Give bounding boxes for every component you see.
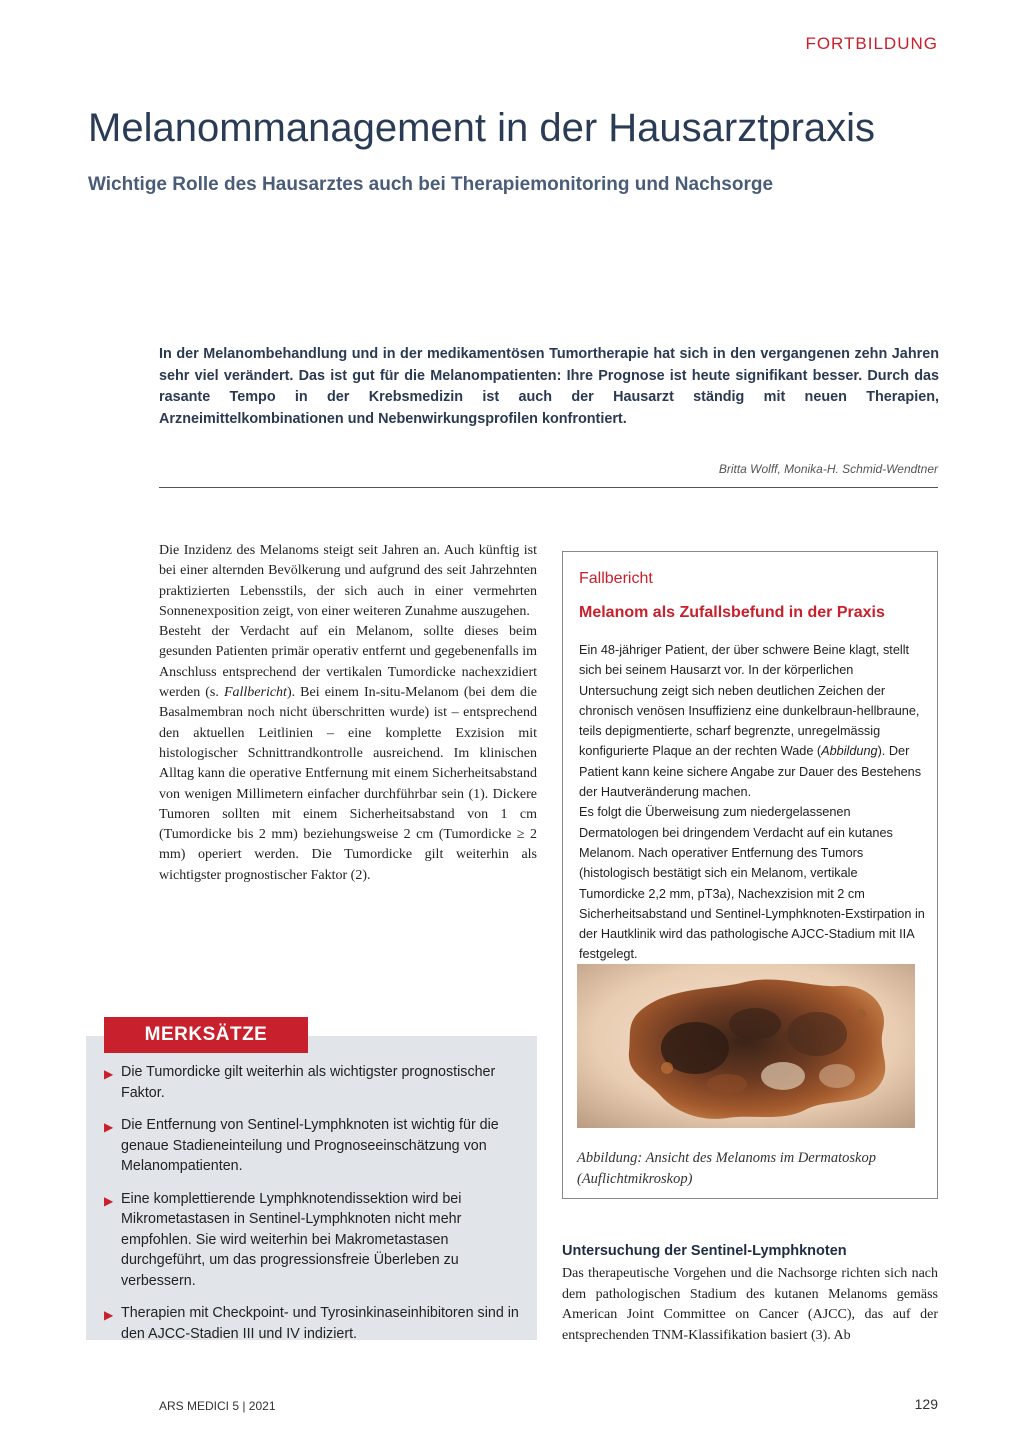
case-report-title: Melanom als Zufallsbefund in der Praxis xyxy=(579,604,885,621)
page-number: 129 xyxy=(914,1396,938,1412)
case-report-box xyxy=(562,551,938,1199)
case-text-part: Ein 48-jähriger Patient, der über schwere Beine klagt, stellt sich bei seinem Hausarzt vor. In der körperlichen Untersuchung zeigt sich neben deutlichen Zeichen der chronisch venösen Insuffizienz eine dunkelbraun-hellbraune, teils depigmentierte, scharf begrenzte, unregelmässig konfigurierte Plaque an der rechten Wade ( xyxy=(579,643,920,759)
article-title: Melanommanagement in der Hausarztpraxis xyxy=(88,106,876,150)
key-points-header: MERKSÄTZE xyxy=(104,1017,308,1053)
body-column-right: Das therapeutische Vorgehen und die Nachsorge richten sich nach dem pathologischen Stadium des kutanen Melanoms gemäss American Joint Committee on Cancer (AJCC), das auf der entsprechenden TNM-Klassifikation basiert (3). Ab xyxy=(562,1266,938,1343)
key-point-text: Die Entfernung von Sentinel-Lymphknoten ist wichtig für die genaue Stadieneinteilung und Prognoseeinschätzung von Melanompatienten. xyxy=(121,1117,499,1174)
body-text: ). Bei einem In-situ-Melanom (bei dem die Basalmembran noch nicht überschritten wurde) ist – entsprechend den aktuellen Leitlinien – eine komplette Exzision mit histologischer Schnittrandkontrolle ausreichend. Im klinischen Alltag kann die operative Entfernung mit einem Sicherheitsabstand von wenigen Millimetern einfacher durchführbar sein (1). Dickere Tumoren sollten mit einem Sicherheitsabstand von 1 cm (Tumordicke bis 2 mm) beziehungsweise 2 cm (Tumordicke ≥ 2 mm) operiert werden. Die Tumordicke gilt weiterhin als wichtigster prognostischer Faktor (2). xyxy=(159,685,538,883)
body-text: Besteht der Verdacht auf ein Melanom, sollte dieses beim gesunden Patienten primär operativ entfernt und gegebenenfalls im Anschluss entsprechend der vertikalen Tumordicke nachexzidiert werden (s. xyxy=(159,624,537,701)
triangle-bullet-icon: ▶ xyxy=(104,1067,114,1081)
case-text-part: ). Der Patient kann keine sichere Angabe zur Dauer des Bestehens der Hautveränderung machen. xyxy=(579,744,922,800)
section-heading: Untersuchung der Sentinel-Lymphknoten xyxy=(562,1243,847,1259)
key-point-text: Eine komplettierende Lymphknotendissektion wird bei Mikrometastasen in Sentinel-Lymphknoten nicht mehr empfohlen. Sie wird weiterhin bei Makrometastasen durchgeführt, um das progressionsfreie Überleben zu verbessern. xyxy=(121,1190,462,1289)
dermatoscope-image xyxy=(577,964,915,1128)
key-points-list xyxy=(104,1062,528,1356)
key-point-item xyxy=(104,1115,528,1177)
body-paragraph: Die Inzidenz des Melanoms steigt seit Jahren an. Auch künftig ist bei einer alternden Bevölkerung und aufgrund des seit Jahrzehnten praktizierten Lebensstils, der sich auch in einer vermehrten Sonnenexposition zeigt, von einer weiteren Zunahme auszugehen. xyxy=(159,543,537,619)
case-paragraph: Es folgt die Überweisung zum niedergelassenen Dermatologen bei dringendem Verdacht auf ein kutanes Melanom. Nach operativer Entfernung des Tumors (histologisch bestätigt sich ein Melanom, vertikale Tumordicke 2,2 mm, pT3a), Nachexzision mit 2 cm Sicherheitsabstand und Sentinel-Lymphknoten-Exstirpation in der Hautklinik wird das pathologische AJCC-Stadium mit IIA festgelegt. xyxy=(579,805,925,962)
case-paragraph xyxy=(579,640,925,802)
key-point-item xyxy=(104,1303,528,1344)
journal-footer: ARS MEDICI 5 | 2021 xyxy=(159,1399,276,1413)
figure-reference: Abbildung xyxy=(821,744,878,759)
key-point-item xyxy=(104,1062,528,1103)
case-report-kicker: Fallbericht xyxy=(579,570,653,587)
article-lead: In der Melanombehandlung und in der medikamentösen Tumortherapie hat sich in den vergangenen zehn Jahren sehr viel verändert. Das ist gut für die Melanompatienten: Ihre Prognose ist heute signifikant besser. Durch das rasante Tempo in der Krebsmedizin ist auch der Hausarzt ständig mit neuen Therapien, Arzneimittelkombinationen und Nebenwirkungsprofilen konfrontiert. xyxy=(159,346,939,427)
section-label: FORTBILDUNG xyxy=(805,34,938,53)
body-paragraph xyxy=(159,622,537,886)
triangle-bullet-icon: ▶ xyxy=(104,1120,114,1134)
article-subtitle: Wichtige Rolle des Hausarztes auch bei Therapiemonitoring und Nachsorge xyxy=(88,174,774,195)
triangle-bullet-icon: ▶ xyxy=(104,1308,114,1322)
key-point-item xyxy=(104,1189,528,1292)
key-point-text: Therapien mit Checkpoint- und Tyrosinkinaseinhibitoren sind in den AJCC-Stadien III und IV indiziert. xyxy=(121,1305,519,1342)
body-column-left xyxy=(159,541,537,886)
divider xyxy=(159,487,938,488)
figure-reference: Fallbericht xyxy=(223,685,287,701)
triangle-bullet-icon: ▶ xyxy=(104,1193,114,1208)
figure-caption: Abbildung: Ansicht des Melanoms im Dermatoskop (Auflichtmikroskop) xyxy=(577,1150,876,1187)
key-point-text: Die Tumordicke gilt weiterhin als wichtigster prognostischer Faktor. xyxy=(121,1064,496,1101)
case-report-text xyxy=(579,640,925,965)
article-authors: Britta Wolff, Monika-H. Schmid-Wendtner xyxy=(718,462,938,476)
